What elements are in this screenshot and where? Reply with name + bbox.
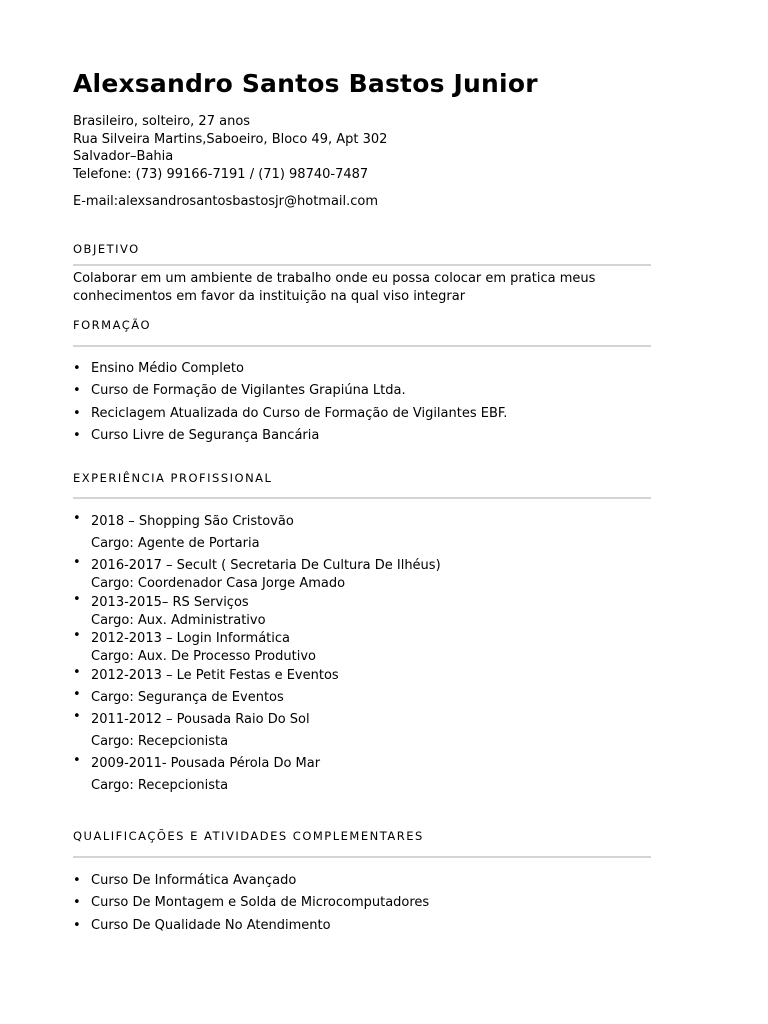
list-item-text: Reciclagem Atualizada do Curso de Formação de Vigilantes EBF. (91, 405, 508, 421)
bullet-icon: • (73, 873, 81, 888)
bullet-icon: • (73, 628, 81, 643)
list-item (73, 915, 429, 937)
job-title: 2012-2013 – Login Informática (91, 631, 290, 646)
job-role: Cargo: Agente de Portaria (91, 536, 260, 551)
job-role: Cargo: Recepcionista (91, 777, 229, 793)
section-divider (73, 856, 651, 858)
list-item (73, 870, 429, 892)
bullet-icon: • (73, 917, 81, 933)
list-item (73, 665, 441, 687)
list-item (73, 592, 441, 629)
list-item (73, 753, 441, 797)
bullet-icon: • (73, 591, 81, 607)
list-item-text: Curso De Informática Avançado (91, 873, 297, 888)
list-item (73, 628, 441, 665)
address-line: Rua Silveira Martins,Saboeiro, Bloco 49, Apt 302 (73, 131, 388, 147)
section-divider (73, 497, 651, 499)
city-line: Salvador–Bahia (73, 149, 174, 164)
job-title: 2013-2015– RS Serviços (91, 594, 249, 610)
phone-line: Telefone: (73) 99166-7191 / (71) 98740-7487 (73, 166, 369, 182)
candidate-name: Alexsandro Santos Bastos Junior (73, 69, 538, 98)
email-line: E-mail:alexsandrosantosbastosjr@hotmail.com (73, 194, 379, 209)
job-title: 2016-2017 – Secult ( Secretaria De Cultura De Ilhéus) (91, 558, 441, 573)
job-title: 2012-2013 – Le Petit Festas e Eventos (91, 667, 339, 683)
list-item (73, 709, 441, 753)
list-item-text: Ensino Médio Completo (91, 361, 244, 376)
formacao-list (73, 358, 507, 447)
job-title: Cargo: Segurança de Eventos (91, 689, 284, 705)
bullet-icon: • (73, 361, 81, 376)
bullet-icon: • (73, 752, 81, 768)
section-divider (73, 264, 651, 266)
list-item (73, 403, 507, 425)
list-item (73, 380, 507, 402)
experiencia-list (73, 511, 441, 797)
section-title-objetivo: OBJETIVO (73, 242, 140, 256)
list-item-text: Curso De Qualidade No Atendimento (91, 917, 331, 933)
list-item (73, 555, 441, 592)
list-item (73, 358, 507, 380)
bullet-icon: • (73, 555, 81, 570)
bullet-icon: • (73, 664, 81, 680)
job-role: Cargo: Recepcionista (91, 733, 229, 749)
list-item (73, 687, 441, 709)
bullet-icon: • (73, 427, 81, 443)
job-title: 2009-2011- Pousada Pérola Do Mar (91, 755, 321, 771)
bullet-icon: • (73, 511, 81, 526)
bullet-icon: • (73, 686, 81, 702)
section-divider (73, 345, 651, 347)
personal-info: Brasileiro, solteiro, 27 anos (73, 114, 251, 129)
list-item (73, 425, 507, 447)
job-title: 2011-2012 – Pousada Raio Do Sol (91, 711, 310, 727)
bullet-icon: • (73, 405, 81, 421)
job-role: Cargo: Aux. De Processo Produtivo (91, 649, 316, 664)
list-item-text: Curso Livre de Segurança Bancária (91, 427, 320, 443)
bullet-icon: • (73, 383, 81, 399)
qualificacoes-list (73, 870, 429, 937)
section-title-experiencia: EXPERIÊNCIA PROFISSIONAL (73, 471, 273, 485)
section-title-formacao: FORMAÇÃO (73, 318, 151, 332)
list-item (73, 892, 429, 914)
section-title-qualificacoes: QUALIFICAÇÕES E ATIVIDADES COMPLEMENTARES (73, 829, 424, 843)
list-item (73, 511, 441, 555)
job-title: 2018 – Shopping São Cristovão (91, 514, 294, 529)
objetivo-text: Colaborar em um ambiente de trabalho onde eu possa colocar em pratica meus conhecimentos em favor da instituição na qual viso integrar (73, 271, 596, 304)
bullet-icon: • (73, 895, 81, 911)
list-item-text: Curso De Montagem e Solda de Microcomputadores (91, 895, 430, 911)
list-item-text: Curso de Formação de Vigilantes Grapiúna Ltda. (91, 383, 406, 399)
job-role: Cargo: Aux. Administrativo (91, 612, 266, 628)
job-role: Cargo: Coordenador Casa Jorge Amado (91, 576, 346, 591)
bullet-icon: • (73, 708, 81, 724)
contact-block (73, 113, 387, 183)
